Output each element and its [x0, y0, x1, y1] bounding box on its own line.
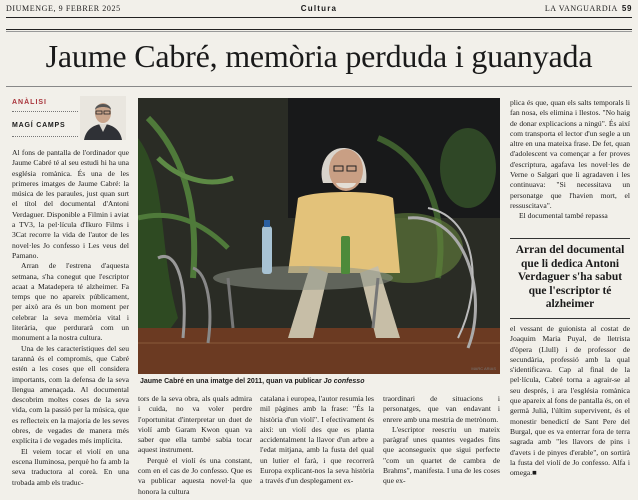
paper-name: LA VANGUARDIA [544, 4, 618, 13]
paragraph: traordinari de situacions i personatges, que van endavant i enrere amb una mestria de metrònom. [383, 394, 500, 424]
header-section: Cultura [300, 4, 338, 13]
paragraph: Al fons de pantalla de l'ordinador que Jaume Cabré té al seu estudi hi ha una església romànica. És una de les primeres imatges de Jaume Cabré: la música de les paraules, just quan surt el títol del documental d'Antoni Verdaguer. Disponible a Filmin i aviat a TV3, la pel·lícula d'Ikuro Films i 3Cat recorre la vida de l'autor de les novel·les Jo confesso i Les veus del Pamano. [12, 148, 129, 260]
header-date: DIUMENGE, 9 FEBRER 2025 [6, 4, 121, 13]
section-label: ANÀLISI [12, 99, 47, 106]
page-number: 59 [621, 4, 632, 13]
paragraph: Perquè el violí és una constant, com en el cas de Jo confesso. Que es va publicar aquesta novel·la que honora la cultura [138, 455, 252, 496]
header-paper [545, 4, 632, 13]
caption-book-title: Jo confesso [323, 378, 365, 385]
paragraph: El documental també repassa [519, 211, 608, 221]
paragraph: L'escriptor reescriu un mateix paràgraf unes quantes vegades fins que aconsegueix que sigui perfecte "com un quartet de cambra de Brahms", manifesta. I una de les coses que ex- [383, 424, 500, 486]
photo-jaume-cabre [138, 98, 500, 374]
headline-bottom-rule [6, 86, 632, 87]
paragraph: El veiem tocar el violí en una escena lluminosa, perquè ho fa amb la seva traductora al coreà. En una trobada amb els traduc- [12, 446, 129, 487]
photo-caption [140, 378, 500, 385]
paragraph: el vessant de guionista al costat de Joaquim Maria Puyal, de lletrista d'òpera (Llull) i de professor de secundària, professió amb la qual s'identificava. Cap al final de la pel·lícula, Cabré torna a agrair-se al seu després, i ara l'església romànica que apareix al fons de pantalla és, on el germà Julià, l'últim supervivent, és el monestir benedictí de Sant Pere del Burgal, que es va enterrar fora de terra sagrada amb "les llavors de pins i d'avets i de pinyes d'erable", on sortirà la fusta del violí de Jo confesso. Alfa i omega.■ [510, 324, 630, 478]
page-header [6, 2, 632, 16]
article-column-5 [510, 98, 630, 232]
byline-dotted-rule [12, 111, 78, 112]
pullquote: Arran del documental que li dedica Antoni Verdaguer s'ha sabut que l'escriptor té alzheimer [515, 244, 625, 310]
byline [8, 96, 128, 142]
header-rule [6, 17, 632, 18]
byline-dotted-rule-2 [12, 136, 78, 137]
author-portrait [80, 96, 126, 140]
paragraph: catalana i europea, l'autor resumia les mil pàgines amb la frase: "És la història d'un violí". I efectivament és així: un violí des que es planta accidentalment la llavor d'un arbre a l'edat mitjana, amb la fusta del qual un lutier el farà, i que recorrerà Europa explicant-nos la seva història a través d'un desplegament ex- [260, 394, 374, 486]
headline-top-rule [6, 29, 632, 30]
pullquote-top-rule [510, 238, 630, 239]
paragraph: tors de la seva obra, als quals admira i cuida, no va voler perdre l'oportunitat d'interpretar un duet de violí amb Garam Kwon quan va saber que ella també sabia tocar aquest instrument. [138, 394, 252, 455]
headline-top-rule-thin [6, 31, 632, 32]
article-photo [138, 98, 500, 374]
caption-text: Jaume Cabré en una imatge del 2011, quan va publicar [140, 378, 324, 385]
article-column-1 [12, 148, 129, 500]
author-name: MAGÍ CAMPS [12, 122, 66, 129]
photo-credit: MARC ARIAS [471, 366, 496, 371]
headline: Jaume Cabré, memòria perduda i guanyada [45, 38, 593, 74]
article-column-2 [138, 394, 252, 500]
article-column-4 [383, 394, 500, 500]
pullquote-bottom-rule [510, 318, 630, 319]
article-column-3 [260, 394, 374, 500]
paragraph: Una de les característiques del seu tarannà és el compromís, que Cabré estén a les coses que ell considera importants, com la defensa de la seva llengua amenaçada. Al documental descobrim moltes coses de la seva vida, com la passió per la música, que es reflecteix en la majoria de les seves obres, de vegades de manera més explícita i de vegades més implícita. [12, 343, 129, 446]
paragraph: plica és que, quan els salts temporals li fan nosa, els elimina i llestos. "No haig de donar explicacions a ningú". És així com transporta el lector d'un segle a un altre en una mateixa frase. De fet, quan d'adolescent va començar a fer proves d'escriptura, agafava les novel·les de Verne o Salgari que li agradaven i les continuava: "Si necessitava un personatge que l'havien mort, el ressuscitava". [510, 98, 630, 210]
article-column-6 [510, 324, 630, 500]
paragraph: Arran de l'estrena d'aquesta setmana, s'ha conegut que l'escriptor acaat a Matadepera té alzheimer. Fa temps que no apareix públicament, per això ara és un bon moment per celebrar la seva memòria vital i literària, que perdurarà com un monument a la nostra cultura. [12, 261, 129, 343]
